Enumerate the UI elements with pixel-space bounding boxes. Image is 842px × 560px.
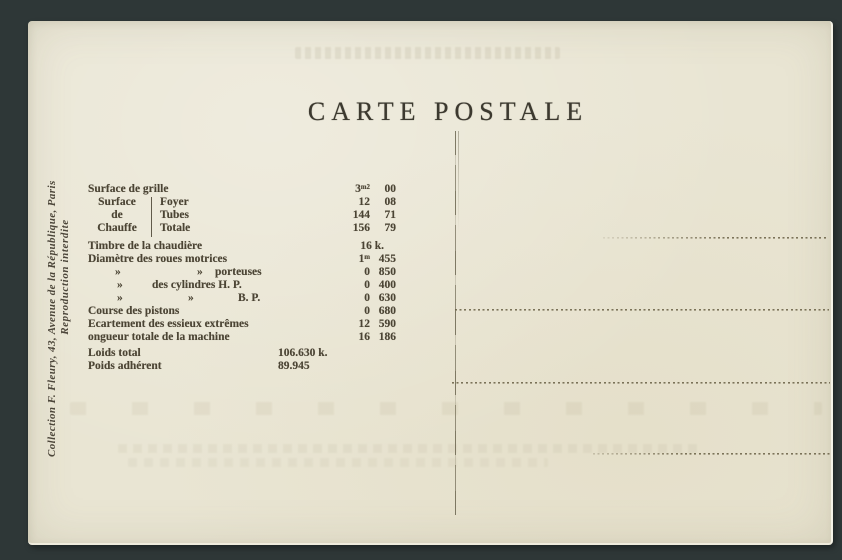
spec-label: Ecartement des essieux extrêmes [88,318,249,330]
address-line-2 [455,309,829,311]
spec-label-area [88,305,330,318]
guillemet-mark: » [117,292,123,304]
spec-value-dec: 455 [378,253,396,265]
spec-label: B. P. [238,292,261,304]
spec-values [330,360,400,373]
spec-value-int: 144 [352,209,370,221]
spec-label-area [88,266,330,279]
spec-value-int: 16 [358,331,370,343]
spec-sublabel: Foyer [160,196,189,208]
spec-value-int: 156 [352,222,370,234]
guillemet-mark: » [188,292,194,304]
spec-value-dec: 08 [384,196,396,208]
spec-value-dec: 680 [378,305,396,317]
spec-value-span: 16 k. [360,240,384,252]
postcard-back [28,21,833,545]
spec-row [88,318,400,331]
spec-mid-value: 89.945 [278,360,310,372]
spec-label-area [88,318,330,331]
spec-sublabel: Totale [160,222,191,234]
spec-value-dec: 850 [378,266,396,278]
spec-values [330,292,400,305]
publisher-credit [46,97,72,457]
spec-mid-value: 106.630 k. [278,347,328,359]
spec-label: Course des pistons [88,305,180,317]
spec-group-label: Chauffe [97,222,137,234]
ghost-impression-top [295,47,560,59]
reproduction-notice: Reproduction interdite [59,219,71,335]
spec-label: Surface de grille [88,183,169,195]
guillemet-mark: » [115,266,121,278]
spec-values [330,279,400,292]
spec-values [330,209,400,222]
spec-label-area [88,360,330,373]
spec-value-dec: 400 [378,279,396,291]
spec-label-area [88,222,330,235]
spec-row [88,209,400,222]
spec-value-int: 12 [358,318,370,330]
spec-label-area [88,196,330,209]
spec-row [88,279,400,292]
spec-row [88,347,400,360]
spec-label-area [88,240,330,253]
spec-values [330,347,400,360]
guillemet-mark: » [197,266,203,278]
spec-value-int: 0 [364,279,370,291]
spec-value-int: 3ᵐ² [355,183,370,195]
spec-label-area [88,253,330,266]
spec-row [88,253,400,266]
postcard-title: CARTE POSTALE [307,97,589,126]
spec-value-dec: 186 [378,331,396,343]
spec-value-dec: 71 [384,209,396,221]
spec-value-int: 0 [364,292,370,304]
spec-row [88,305,400,318]
address-line-4 [593,453,830,455]
center-divider-line-double [458,131,459,233]
spec-values [330,253,400,266]
spec-label-area [88,331,330,344]
spec-row [88,222,400,235]
spec-label: Loids total [88,347,141,359]
spec-label: des cylindres H. P. [152,279,242,291]
spec-row [88,183,400,196]
spec-row [88,292,400,305]
ghost-impression-caption-1 [118,444,698,453]
spec-group-label: Surface [98,196,136,208]
spec-values [330,318,400,331]
spec-values [330,196,400,209]
spec-values [330,305,400,318]
spec-value-dec: 79 [384,222,396,234]
spec-row [88,240,400,253]
spec-value-int: 12 [358,196,370,208]
spec-value-int: 1ᵐ [358,253,370,265]
guillemet-mark: » [117,279,123,291]
spec-value-int: 0 [364,305,370,317]
spec-label: porteuses [215,266,262,278]
spec-label-area [88,279,330,292]
spec-values [330,240,400,253]
spec-values [330,183,400,196]
spec-label-area [88,183,330,196]
address-line-3 [452,382,830,384]
spec-row [88,196,400,209]
spec-label-area [88,292,330,305]
spec-label-area [88,347,330,360]
spec-values [330,266,400,279]
spec-label: Timbre de la chaudière [88,240,203,252]
spec-value-int: 0 [364,266,370,278]
spec-values [330,222,400,235]
ghost-impression-caption-2 [128,458,548,467]
spec-value-dec: 630 [378,292,396,304]
spec-sublabel: Tubes [160,209,189,221]
spec-label: Diamètre des roues motrices [88,253,228,265]
spec-group-label: de [111,209,123,221]
spec-row [88,331,400,344]
ghost-impression-numbers [70,402,822,415]
spec-group-brace [151,197,152,237]
spec-values [330,331,400,344]
center-divider-line [455,131,456,515]
spec-label-area [88,209,330,222]
locomotive-specs-table [88,183,400,373]
spec-label: Poids adhérent [88,360,162,372]
spec-row [88,266,400,279]
spec-label: ongueur totale de la machine [88,331,230,343]
spec-value-dec: 00 [384,183,396,195]
spec-value-dec: 590 [378,318,396,330]
address-line-1 [603,237,828,239]
spec-row [88,360,400,373]
publisher-line: Collection F. Fleury, 43, Avenue de la République, Paris [46,180,58,457]
